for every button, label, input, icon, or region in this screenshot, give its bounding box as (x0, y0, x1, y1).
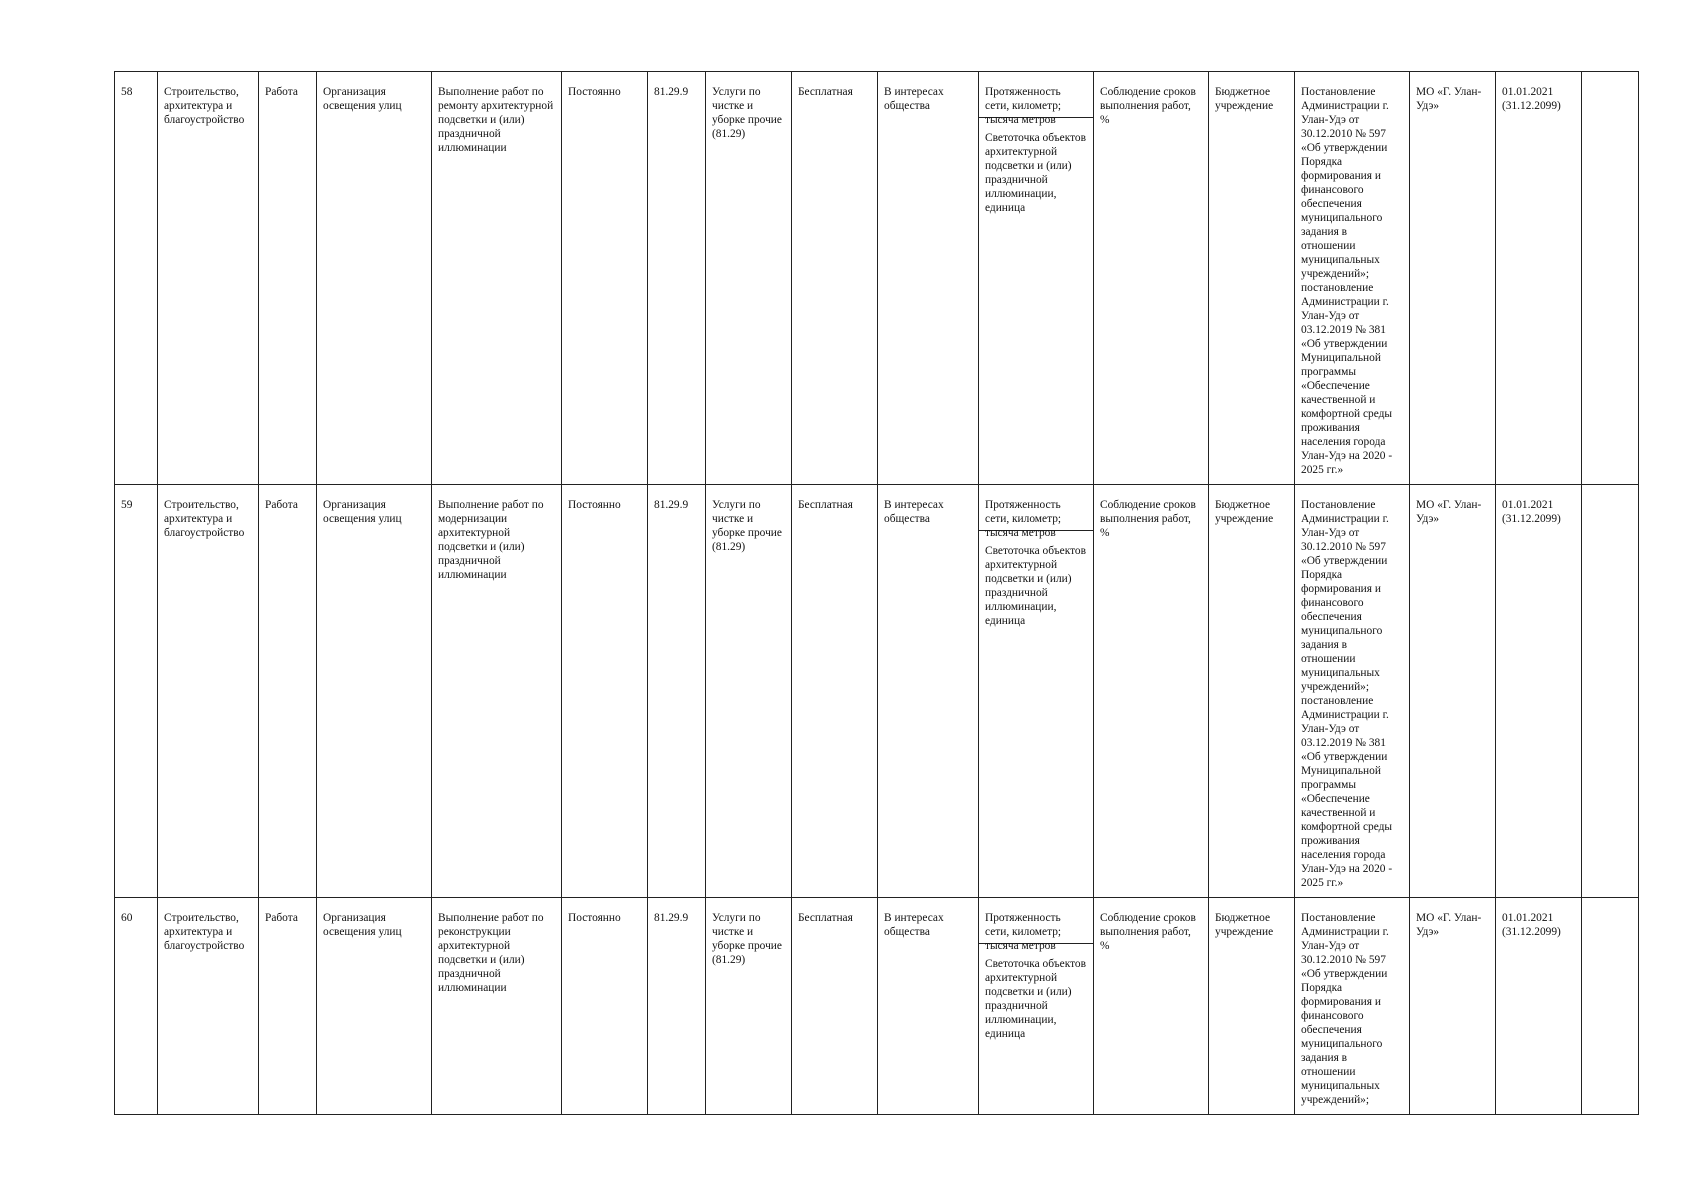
volume-indicator-1: Протяженность сети, километр; тысяча метров (979, 898, 1093, 944)
service-name-cell: Организация освещения улиц (317, 898, 432, 1115)
authority-cell: МО «Г. Улан-Удэ» (1410, 898, 1496, 1115)
extra-cell (1582, 898, 1639, 1115)
consumers-cell: В интересах общества (878, 72, 979, 485)
type-cell: Работа (259, 485, 317, 898)
legal-basis-cell: Постановление Администрации г. Улан-Удэ от 30.12.2010 № 597 «Об утверждении Порядка формирования и финансового обеспечения муниципального задания в отношении муниципальных учреждений»; постановление Администрации г. Улан-Удэ от 03.12.2019 № 381 «Об утверждении Муниципальной программы «Обеспечение качественной и комфортной среды проживания населения города Улан-Удэ на 2020 - 2025 гг.» (1295, 72, 1410, 485)
okved-code-cell: 81.29.9 (648, 898, 706, 1115)
payment-cell: Бесплатная (792, 485, 878, 898)
authority-cell: МО «Г. Улан-Удэ» (1410, 485, 1496, 898)
table-row (115, 485, 1639, 898)
consumers-cell: В интересах общества (878, 485, 979, 898)
content-cell: Выполнение работ по ремонту архитектурной подсветки и (или) праздничной иллюминации (432, 72, 562, 485)
sphere-cell: Строительство, архитектура и благоустройство (158, 72, 259, 485)
content-cell: Выполнение работ по реконструкции архитектурной подсветки и (или) праздничной иллюминации (432, 898, 562, 1115)
volume-indicator-1: Протяженность сети, километр; тысяча метров (979, 485, 1093, 531)
table-row (115, 72, 1639, 485)
volume-indicator-2: Светоточка объектов архитектурной подсветки и (или) праздничной иллюминации, единица (985, 132, 1086, 214)
extra-cell (1582, 72, 1639, 485)
institution-type-cell: Бюджетное учреждение (1209, 485, 1295, 898)
quality-cell: Соблюдение сроков выполнения работ, % (1094, 485, 1209, 898)
okved-code-cell: 81.29.9 (648, 485, 706, 898)
service-name-cell: Организация освещения улиц (317, 72, 432, 485)
legal-basis-cell: Постановление Администрации г. Улан-Удэ от 30.12.2010 № 597 «Об утверждении Порядка формирования и финансового обеспечения муниципального задания в отношении муниципальных учреждений»; постановление Администрации г. Улан-Удэ от 03.12.2019 № 381 «Об утверждении Муниципальной программы «Обеспечение качественной и комфортной среды проживания населения города Улан-Удэ на 2020 - 2025 гг.» (1295, 485, 1410, 898)
volume-indicators-cell (979, 898, 1094, 1115)
frequency-cell: Постоянно (562, 485, 648, 898)
registry-table (114, 71, 1639, 1115)
row-number: 60 (115, 898, 158, 1115)
volume-indicators-cell (979, 72, 1094, 485)
service-name-cell: Организация освещения улиц (317, 485, 432, 898)
frequency-cell: Постоянно (562, 72, 648, 485)
dates-cell: 01.01.2021 (31.12.2099) (1496, 898, 1582, 1115)
frequency-cell: Постоянно (562, 898, 648, 1115)
authority-cell: МО «Г. Улан-Удэ» (1410, 72, 1496, 485)
okved-code-cell: 81.29.9 (648, 72, 706, 485)
sphere-cell: Строительство, архитектура и благоустройство (158, 485, 259, 898)
dates-cell: 01.01.2021 (31.12.2099) (1496, 72, 1582, 485)
row-number: 59 (115, 485, 158, 898)
okved-name-cell: Услуги по чистке и уборке прочие (81.29) (706, 485, 792, 898)
volume-indicators-cell (979, 485, 1094, 898)
volume-indicator-2: Светоточка объектов архитектурной подсветки и (или) праздничной иллюминации, единица (985, 545, 1086, 627)
row-number: 58 (115, 72, 158, 485)
legal-basis-cell: Постановление Администрации г. Улан-Удэ от 30.12.2010 № 597 «Об утверждении Порядка формирования и финансового обеспечения муниципального задания в отношении муниципальных учреждений»; (1295, 898, 1410, 1115)
dates-cell: 01.01.2021 (31.12.2099) (1496, 485, 1582, 898)
payment-cell: Бесплатная (792, 898, 878, 1115)
quality-cell: Соблюдение сроков выполнения работ, % (1094, 898, 1209, 1115)
volume-indicator-2: Светоточка объектов архитектурной подсветки и (или) праздничной иллюминации, единица (985, 958, 1086, 1040)
sphere-cell: Строительство, архитектура и благоустройство (158, 898, 259, 1115)
consumers-cell: В интересах общества (878, 898, 979, 1115)
quality-cell: Соблюдение сроков выполнения работ, % (1094, 72, 1209, 485)
extra-cell (1582, 485, 1639, 898)
payment-cell: Бесплатная (792, 72, 878, 485)
okved-name-cell: Услуги по чистке и уборке прочие (81.29) (706, 72, 792, 485)
content-cell: Выполнение работ по модернизации архитектурной подсветки и (или) праздничной иллюминации (432, 485, 562, 898)
institution-type-cell: Бюджетное учреждение (1209, 898, 1295, 1115)
volume-indicator-1: Протяженность сети, километр; тысяча метров (979, 72, 1093, 118)
type-cell: Работа (259, 72, 317, 485)
type-cell: Работа (259, 898, 317, 1115)
okved-name-cell: Услуги по чистке и уборке прочие (81.29) (706, 898, 792, 1115)
institution-type-cell: Бюджетное учреждение (1209, 72, 1295, 485)
table-row (115, 898, 1639, 1115)
